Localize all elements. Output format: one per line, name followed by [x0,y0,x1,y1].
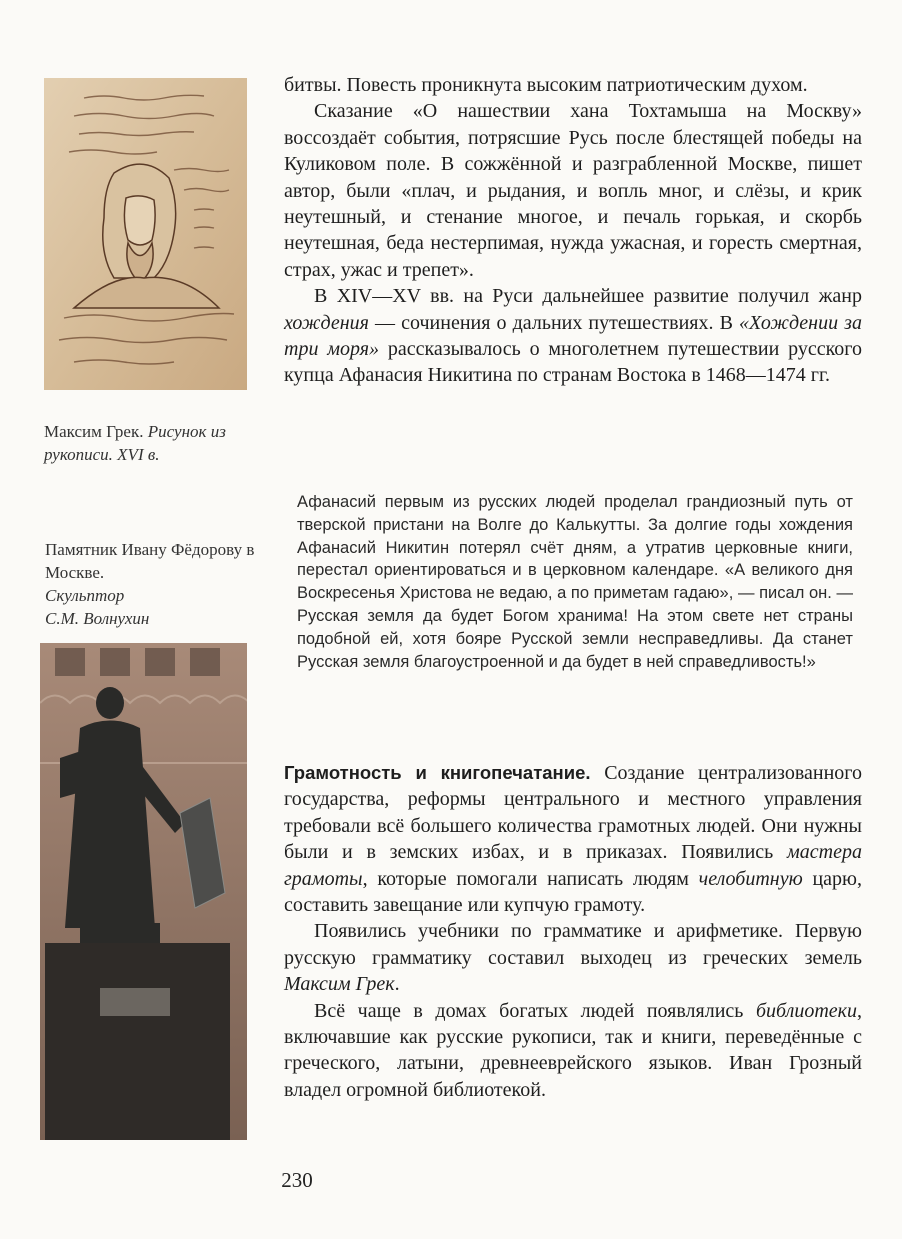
nikitin-quote-block: Афанасий первым из русских людей проделал грандиозный путь от тверской пристани на Волге до Калькутты. За долгие годы хождения Афанасий Никитин потерял счёт дням, а утратив церковные книги, перестал ориентироваться и в церковном календаре. «А великого дня Воскресенья Христова не ведаю, а по приметам гадаю», — писал он. — Русская земля да будет Богом хранима! На этом свете нет страны подобной ей, хотя бояре Русской земли несправедливы. Да станет Русская земля благоустроенной и да будет в ней справедливость!» [297,493,853,671]
page-number: 230 [281,1168,313,1192]
p3-term-khozhdenie: хождения [284,311,369,334]
p3-title-khozhdenie: «Хождении за три моря» [284,311,862,361]
p4-text-c: , которые помогали написать людям [362,867,699,890]
caption-description: Рисунок из рукописи. XVI в. [44,422,226,464]
p5-name-grek: Максим Грек [284,973,395,996]
p4-term-mastera: мастера грамоты [284,841,862,890]
caption-author: Максим Грек. [44,422,144,441]
caption-monument-title: Памятник Ивану Фёдорову в Москве. [45,540,255,582]
p4-term-chelobitnaya: челобитную [698,867,803,890]
p6-text-a: Всё чаще в домах богатых людей появлялись [314,999,756,1022]
caption-sculptor-name: С.М. Волнухин [45,609,150,628]
p4-text-e: царю, составить завещание или купчую грамоту. [284,867,862,917]
p6-text-c: , включавшие как русские рукописи, так и книги, переведённые с греческого, латыни, древнееврейского языков. Иван Грозный владел огромной библиотекой. [284,999,862,1101]
paragraph-3 [284,283,862,389]
p4-text-a: Создание централизованного государства, реформы центрального и местного управления требовали всё большего количества грамотных людей. Они нужны были и в земских избах, и в приказах. Появились [284,762,863,864]
sidebar [0,0,260,1239]
p6-term-biblioteki: библиотеки [755,999,857,1022]
p3-text-e: рассказывалось о многолетнем путешествии русского купца Афанасия Никитина по странам Востока в 1468—1474 гг. [284,338,862,387]
caption-sculptor-label: Скульптор [45,586,125,605]
main-text-bottom [284,760,862,1103]
paragraph-4 [284,760,862,918]
monument-photo-svg [40,643,247,1140]
paragraph-2: Сказание «О нашествии хана Тохтамыша на Москву» воссоздаёт события, потрясшие Русь после блестящей победы на Куликовом поле. В сожжённой и разграбленной Москве, пишет автор, были «плач, и рыдания, и вопль мног, и слёзы, и крик неутешный, и стенание многое, и печаль горькая, и скорбь неутешная, беда нестерпимая, нужда ужасная, и горесть смертная, страх, ужас и трепет». [284,100,862,281]
manuscript-drawing-image [44,78,247,390]
monument-photo-image [40,643,247,1140]
p3-text-a: В XIV—XV вв. на Руси дальнейшее развитие получил жанр [314,285,862,308]
paragraph-6 [284,998,862,1104]
main-text-top [284,72,862,389]
caption-maxim-grek [44,420,259,466]
caption-monument [45,538,260,630]
paragraph-1: битвы. Повесть проникнута высоким патриотическим духом. [284,74,808,96]
p3-text-c: — сочинения о дальних путешествиях. В [368,311,740,334]
section-heading: Грамотность и книгопечатание. [284,762,591,783]
manuscript-drawing-svg [44,78,247,390]
p5-text-a: Появились учебники по грамматике и арифметике. Первую русскую грамматику составил выходец из греческих земель [284,920,862,969]
paragraph-5 [284,918,862,997]
p5-text-c: . [394,973,400,996]
